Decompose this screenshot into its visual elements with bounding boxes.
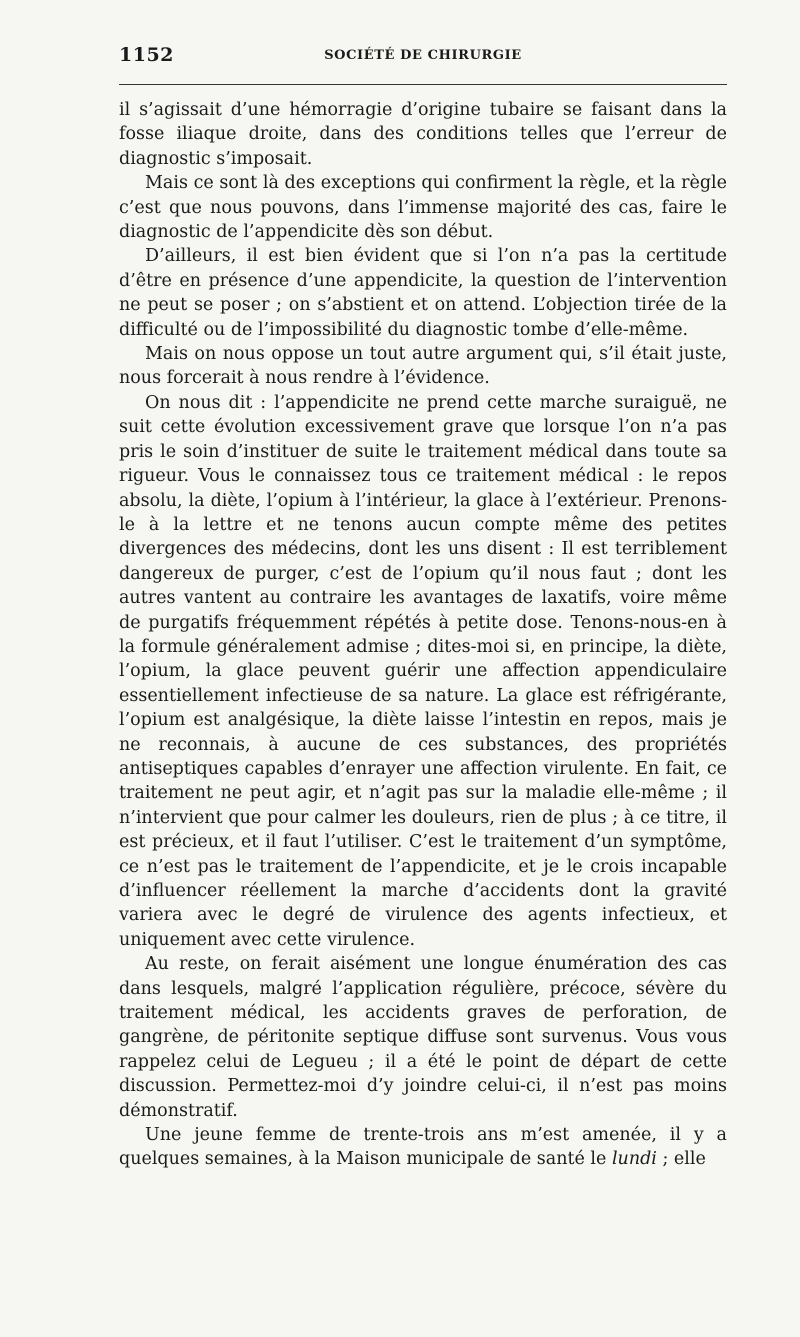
paragraph-last-text: Une jeune femme de trente-trois ans m’est amenée, il y a quelques semaines, à la Maison municipale de santé le [119, 1125, 727, 1170]
paragraph: D’ailleurs, il est bien évident que si l’on n’a pas la certitude d’être en présence d’une appendicite, la question de l’intervention ne peut se poser ; on s’abstient et on attend. L’objection tirée de la difficulté ou de l’impossibilité du diagnostic tombe d’elle-même. [119, 246, 727, 340]
paragraph: On nous dit : l’appendicite ne prend cette marche suraiguë, ne suit cette évolution excessivement grave que lorsque l’on n’a pas pris le soin d’instituer de suite le traitement médical dans toute sa rigueur. Vous le connaissez tous ce traitement médical : le repos absolu, la diète, l’opium à l’intérieur, la glace à l’extérieur. Prenons-le à la lettre et ne tenons aucun compte même des petites divergences des médecins, dont les uns disent : Il est terriblement dangereux de purger, c’est de l’opium qu’il nous faut ; dont les autres vantent au contraire les avantages de laxatifs, voire même de purgatifs fréquemment répétés à petite dose. Tenons-nous-en à la formule généralement admise ; dites-moi si, en principe, la diète, l’opium, la glace peuvent guérir une affection appendiculaire essentiellement infectieuse de sa nature. La glace est réfrigérante, l’opium est analgésique, la diète laisse l’intestin en repos, mais je ne reconnais, à aucune de ces substances, des propriétés antiseptiques capables d’enrayer une affection virulente. En fait, ce traitement ne peut agir, et n’agit pas sur la maladie elle-même ; il n’intervient que pour calmer les douleurs, rien de plus ; à ce titre, il est précieux, et il faut l’utiliser. C’est le traitement d’un symptôme, ce n’est pas le traitement de l’appendicite, et je le crois incapable d’influencer réellement la marche d’accidents dont la gravité variera avec le degré de virulence des agents infectieux, et uniquement avec cette virulence. [119, 392, 727, 950]
running-title: SOCIÉTÉ DE CHIRURGIE [324, 48, 522, 63]
page-number: 1152 [119, 44, 174, 66]
paragraph: Mais ce sont là des exceptions qui confirment la règle, et la règle c’est que nous pouvons, dans l’immense majorité des cas, faire le diagnostic de l’appendicite dès son début. [119, 173, 727, 243]
paragraph-last-tail: ; elle [656, 1149, 706, 1170]
body-text [119, 98, 727, 1172]
header-rule [119, 84, 727, 85]
paragraph: il s’agissait d’une hémorragie d’origine tubaire se faisant dans la fosse iliaque droite, dans des conditions telles que l’erreur de diagnostic s’imposait. [119, 100, 727, 169]
page-header [119, 44, 727, 70]
paragraph-last [119, 1123, 727, 1172]
paragraph: Mais on nous oppose un tout autre argument qui, s’il était juste, nous forcerait à nous rendre à l’évidence. [119, 344, 727, 389]
paragraph: Au reste, on ferait aisément une longue énumération des cas dans lesquels, malgré l’application régulière, précoce, sévère du traitement médical, les accidents graves de perforation, de gangrène, de péritonite septique diffuse sont survenus. Vous vous rappelez celui de Legueu ; il a été le point de départ de cette discussion. Permettez-moi d’y joindre celui-ci, il n’est pas moins démonstratif. [119, 954, 727, 1121]
paragraph-last-italic: lundi [611, 1149, 657, 1170]
